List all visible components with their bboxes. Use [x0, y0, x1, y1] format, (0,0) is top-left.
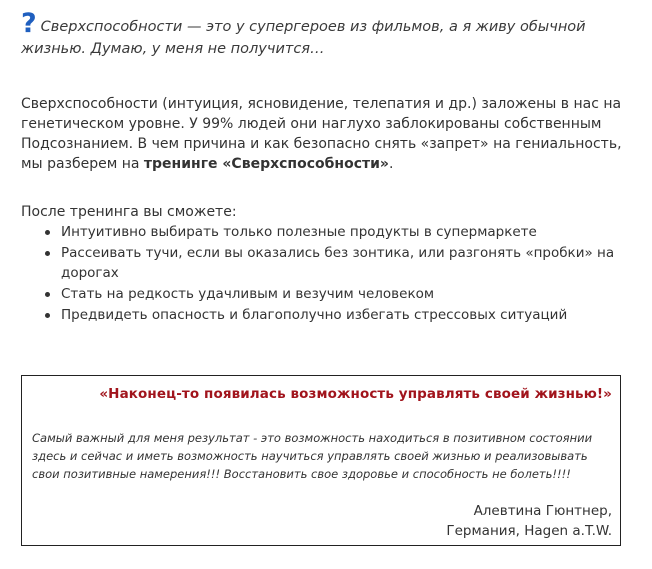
- question-text: Сверхспособности — это у супергероев из фильмов, а я живу обычной жизнью. Думаю, у меня не получится…: [21, 19, 586, 57]
- bullet-icon: [45, 313, 50, 318]
- benefits-section: [21, 202, 621, 326]
- benefits-title: После тренинга вы сможете:: [21, 204, 237, 220]
- intro-paragraph: [21, 94, 631, 174]
- list-item-text: Рассеивать тучи, если вы оказались без зонтика, или разгонять «пробки» на дорогах: [61, 245, 615, 281]
- bullet-icon: [45, 230, 50, 235]
- question-block: [21, 8, 621, 60]
- intro-text: Сверхспособности (интуиция, ясновидение, телепатия и др.) заложены в нас на генетическом уровне. У 99% людей они наглухо заблокированы собственным Подсознанием. В чем причина и как безопасно снять «запрет» на гениальность, мы разберем на: [21, 96, 622, 172]
- list-item: [45, 305, 621, 325]
- testimonial-headline: «Наконец-то появилась возможность управлять своей жизнью!»: [99, 386, 612, 402]
- testimonial-author: [446, 501, 612, 541]
- bullet-icon: [45, 292, 50, 297]
- bullet-icon: [45, 251, 50, 256]
- list-item-text: Стать на редкость удачливым и везучим человеком: [61, 286, 435, 302]
- author-name: Алевтина Гюнтнер,: [473, 503, 612, 519]
- training-name: тренинге «Сверхспособности»: [143, 156, 389, 172]
- list-item: [45, 243, 621, 283]
- benefits-list: [21, 222, 621, 325]
- testimonial-text: Самый важный для меня результат - это возможность находиться в позитивном состоянии здесь и сейчас и иметь возможность научиться управлять своей жизнью и реализовывать свои позитивные намерения!!! Восстановить свое здоровье и способность не болеть!!!!: [32, 431, 593, 481]
- list-item-text: Предвидеть опасность и благополучно избегать стрессовых ситуаций: [61, 307, 568, 323]
- list-item: [45, 284, 621, 304]
- list-item-text: Интуитивно выбирать только полезные продукты в супермаркете: [61, 224, 537, 240]
- question-mark-icon: ?: [21, 8, 37, 39]
- intro-text-end: .: [388, 156, 394, 172]
- list-item: [45, 222, 621, 242]
- testimonial-box: [21, 375, 621, 546]
- author-location: Германия, Hagen a.T.W.: [446, 523, 612, 539]
